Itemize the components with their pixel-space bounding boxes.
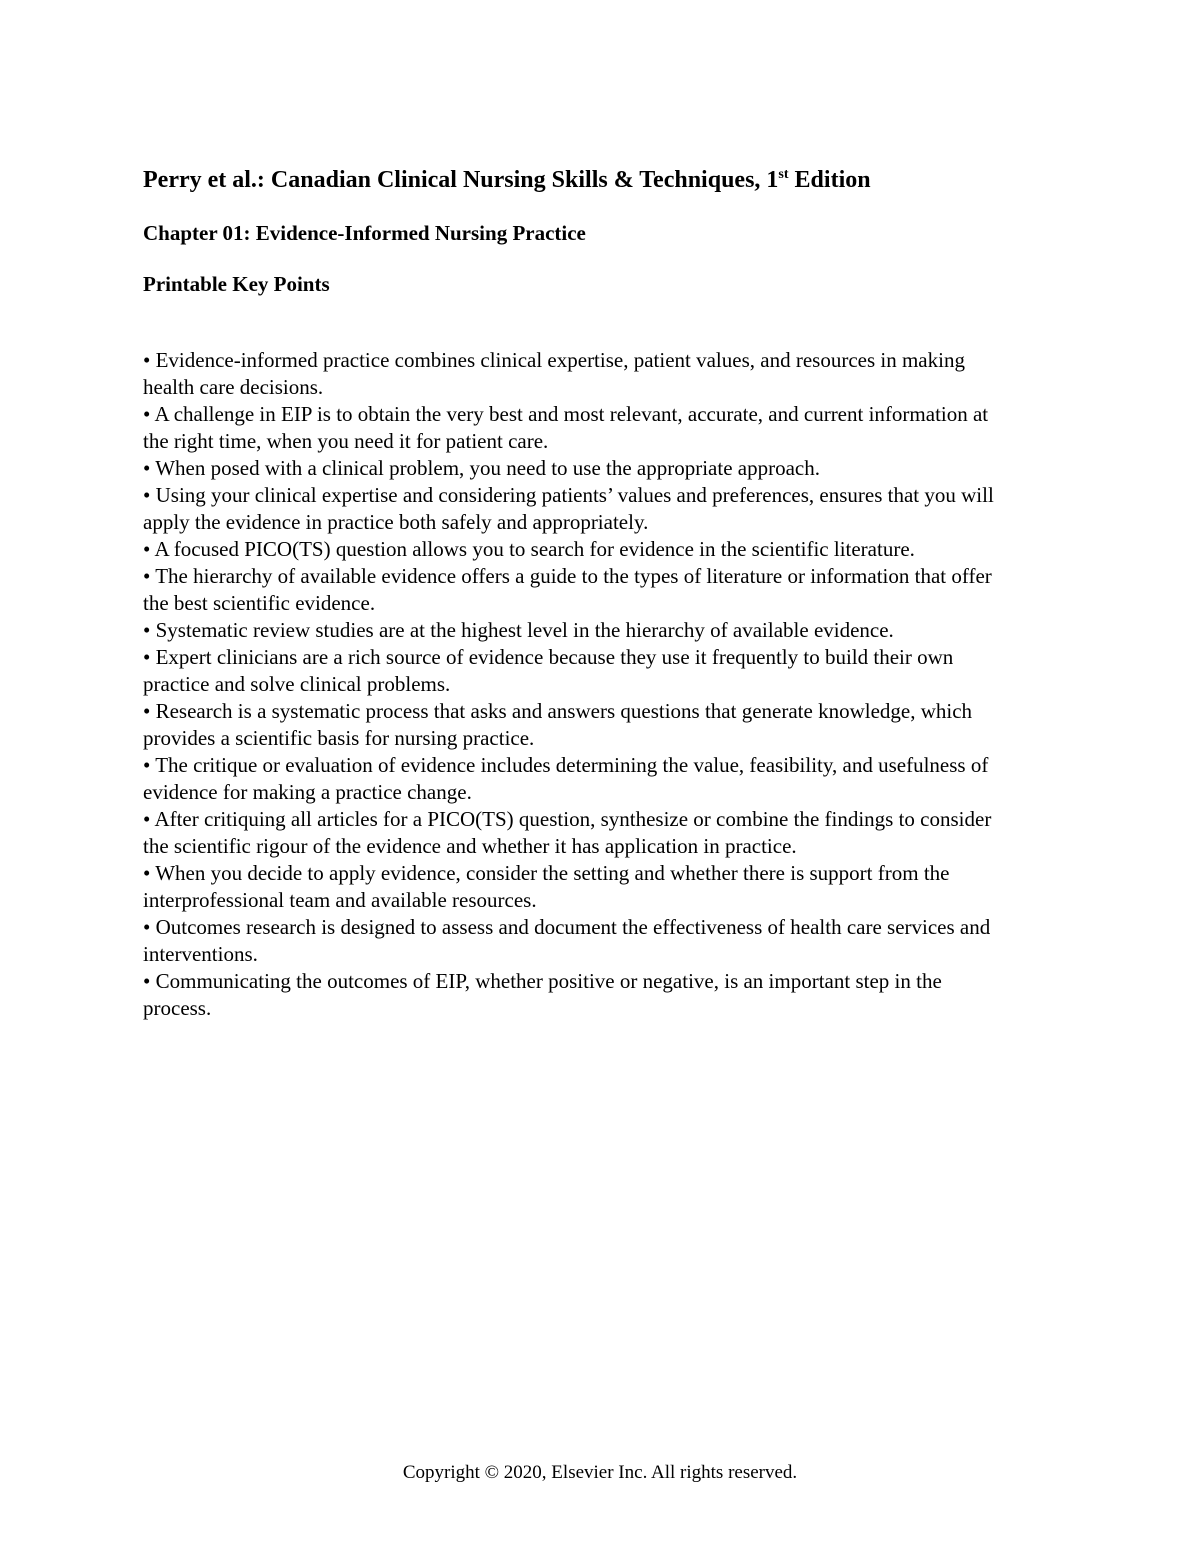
chapter-heading: Chapter 01: Evidence-Informed Nursing Practice — [143, 221, 586, 245]
key-point-item: • The hierarchy of available evidence offers a guide to the types of literature or information that offer the best scientific evidence. — [143, 564, 992, 615]
title-main: Perry et al.: Canadian Clinical Nursing Skills & Techniques, 1 — [143, 167, 779, 193]
document-title — [143, 164, 1003, 196]
document-body — [143, 164, 1003, 1022]
key-point-item: • When you decide to apply evidence, consider the setting and whether there is support from the interprofessional team and available resources. — [143, 861, 950, 912]
key-point-item: • A challenge in EIP is to obtain the very best and most relevant, accurate, and current information at the right time, when you need it for patient care. — [143, 402, 989, 453]
key-point-item: • Research is a systematic process that asks and answers questions that generate knowledge, which provides a scientific basis for nursing practice. — [143, 699, 973, 750]
key-points-list — [143, 347, 1003, 1022]
key-point-item: • After critiquing all articles for a PICO(TS) question, synthesize or combine the findings to consider the scientific rigour of the evidence and whether it has application in practice. — [143, 807, 992, 858]
section-heading: Printable Key Points — [143, 272, 330, 296]
key-point-item: • When posed with a clinical problem, you need to use the appropriate approach. — [143, 456, 820, 480]
key-point-item: • A focused PICO(TS) question allows you to search for evidence in the scientific literature. — [143, 537, 915, 561]
key-point-item: • Systematic review studies are at the highest level in the hierarchy of available evidence. — [143, 618, 894, 642]
title-end: Edition — [788, 167, 871, 193]
title-superscript: st — [778, 167, 789, 182]
key-point-item: • Using your clinical expertise and considering patients’ values and preferences, ensures that you will apply the evidence in practice both safely and appropriately. — [143, 483, 994, 534]
key-point-item: • The critique or evaluation of evidence includes determining the value, feasibility, and usefulness of evidence for making a practice change. — [143, 753, 989, 804]
key-point-item: • Outcomes research is designed to assess and document the effectiveness of health care services and interventions. — [143, 915, 991, 966]
key-point-item: • Communicating the outcomes of EIP, whether positive or negative, is an important step in the process. — [143, 969, 942, 1020]
key-point-item: • Expert clinicians are a rich source of evidence because they use it frequently to build their own practice and solve clinical problems. — [143, 645, 954, 696]
copyright-footer: Copyright © 2020, Elsevier Inc. All rights reserved. — [402, 1462, 798, 1483]
key-point-item: • Evidence-informed practice combines clinical expertise, patient values, and resources in making health care decisions. — [143, 348, 965, 399]
